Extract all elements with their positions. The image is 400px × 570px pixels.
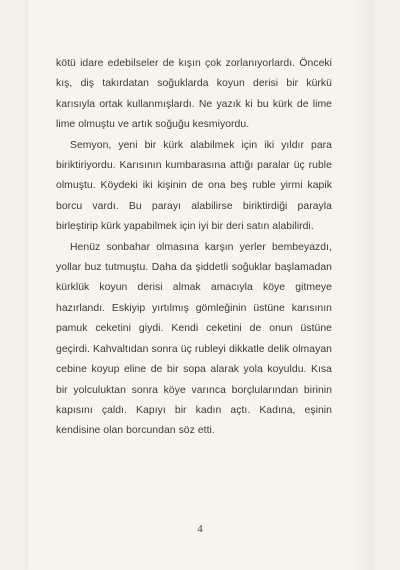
page-number: 4 (197, 523, 203, 535)
paragraph-1: kötü idare edebilseler de kışın çok zorlanıyorlardı. Önceki kış, diş takırdatan soğuklarda koyun derisi bir kürkü karısıyla ortak kullanmışlardı. Ne yazık ki bu kürk de lime lime olmuştu ve artık soğuğu kesmiyordu. (56, 58, 332, 131)
paragraph-2: Semyon, yeni bir kürk alabilmek için iki yıldır para biriktiriyordu. Karısının kumbarasına attığı paralar üç ruble olmuştu. Köydeki iki kişinin de ona beş ruble yirmi kapik borcu vardı. Bu parayı alabilirse biriktirdiği parayla birleştirip kürk yapabilmek için iyi bir deri satın alabilirdi. (56, 139, 332, 233)
body-text (56, 54, 332, 442)
page-edge-shadow (354, 0, 372, 570)
paragraph-3: Henüz sonbahar olmasına karşın yerler bembeyazdı, yollar buz tutmuştu. Daha da şiddetli soğuklar başlamadan kürklük koyun derisi almak amacıyla köye gitmeye hazırlandı. Eskiyip yırtılmış gömleğinin üstüne karısının pamuk ceketini giydi. Kendi ceketini de onun üstüne geçirdi. Kahvaltıdan sonra üç rubleyi dikkatle delik olmayan cebine koyup eline de bir sopa alarak yola koyuldu. Kısa bir yolculuktan sonra köye varınca borçlularından birinin kapısını çaldı. Kapıyı bir kadın açtı. Kadına, eşinin kendisine olan borcundan söz etti. (56, 241, 332, 437)
